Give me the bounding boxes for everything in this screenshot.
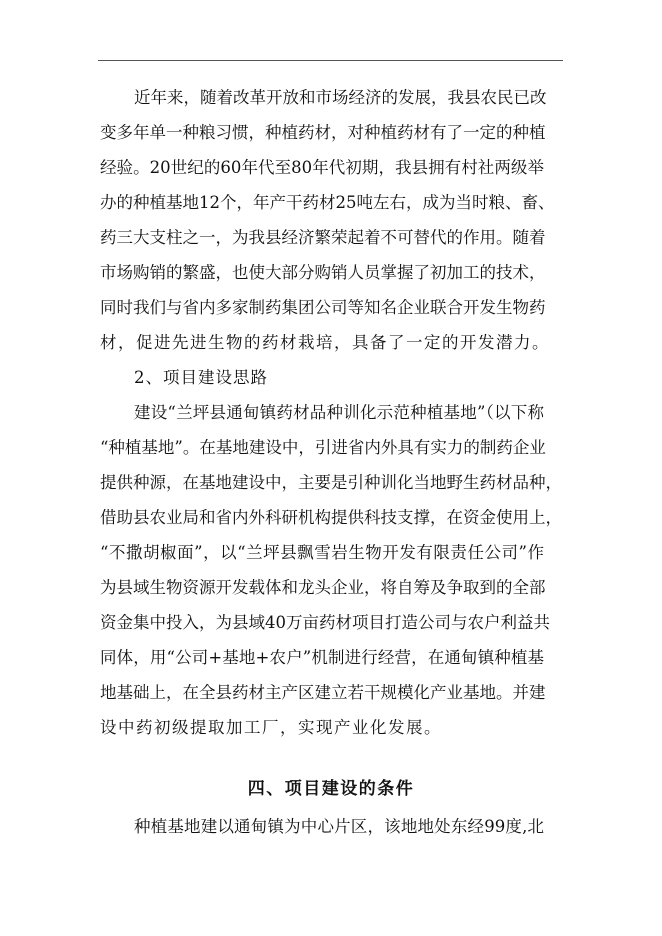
paragraph-line: 种植基地建以通甸镇为中心片区，该地地处东经99度,北 [134,817,544,836]
paragraph-line: 经验。20世纪的60年代至80年代初期，我县拥有村社两级举 [100,158,544,177]
chapter-heading: 四、项目建设的条件 [247,779,415,799]
paragraph-line: 为县域生物资源开发载体和龙头企业，将自筹及争取到的全部 [100,578,546,597]
paragraph-line: 借助县农业局和省内外科研机构提供科技支撑，在资金使用上， [100,508,562,527]
paragraph-line: 提供种源，在基地建设中，主要是引种训化当地野生药材品种， [100,473,562,492]
paragraph-line: 变多年单一种粮习惯，种植药材，对种植药材有了一定的种植 [100,123,546,142]
paragraph-line: 药三大支柱之一，为我县经济繁荣起着不可替代的作用。随着 [100,228,546,247]
paragraph-line: 近年来，随着改革开放和市场经济的发展，我县农民已改 [134,88,547,107]
paragraph-line: 办的种植基地12个，年产干药材25吨左右，成为当时粮、畜、 [100,193,555,212]
paragraph-line: 建设“兰坪县通甸镇药材品种训化示范种植基地”（以下称 [134,403,544,422]
header-rule [98,60,563,61]
paragraph-line: 资金集中投入，为县域40万亩药材项目打造公司与农户利益共 [100,613,550,632]
section-heading: 2、项目建设思路 [134,368,268,387]
paragraph-line: 同体，用“公司+基地+农户”机制进行经营，在通甸镇种植基 [100,648,544,667]
paragraph-line: “种植基地”。在基地建设中，引进省内外具有实力的制药企业 [100,438,546,457]
paragraph-line: 材，促进先进生物的药材栽培，具备了一定的开发潜力。 [100,333,550,352]
paragraph-line: “不撒胡椒面”，以“兰坪县飘雪岩生物开发有限责任公司”作 [100,543,544,562]
paragraph-line: 设中药初级提取加工厂，实现产业化发展。 [100,718,442,737]
paragraph-line: 同时我们与省内多家制药集团公司等知名企业联合开发生物药 [100,298,546,317]
paragraph-line: 地基础上，在全县药材主产区建立若干规模化产业基地。并建 [100,683,546,702]
paragraph-line: 市场购销的繁盛，也使大部分购销人员掌握了初加工的技术， [100,263,546,282]
